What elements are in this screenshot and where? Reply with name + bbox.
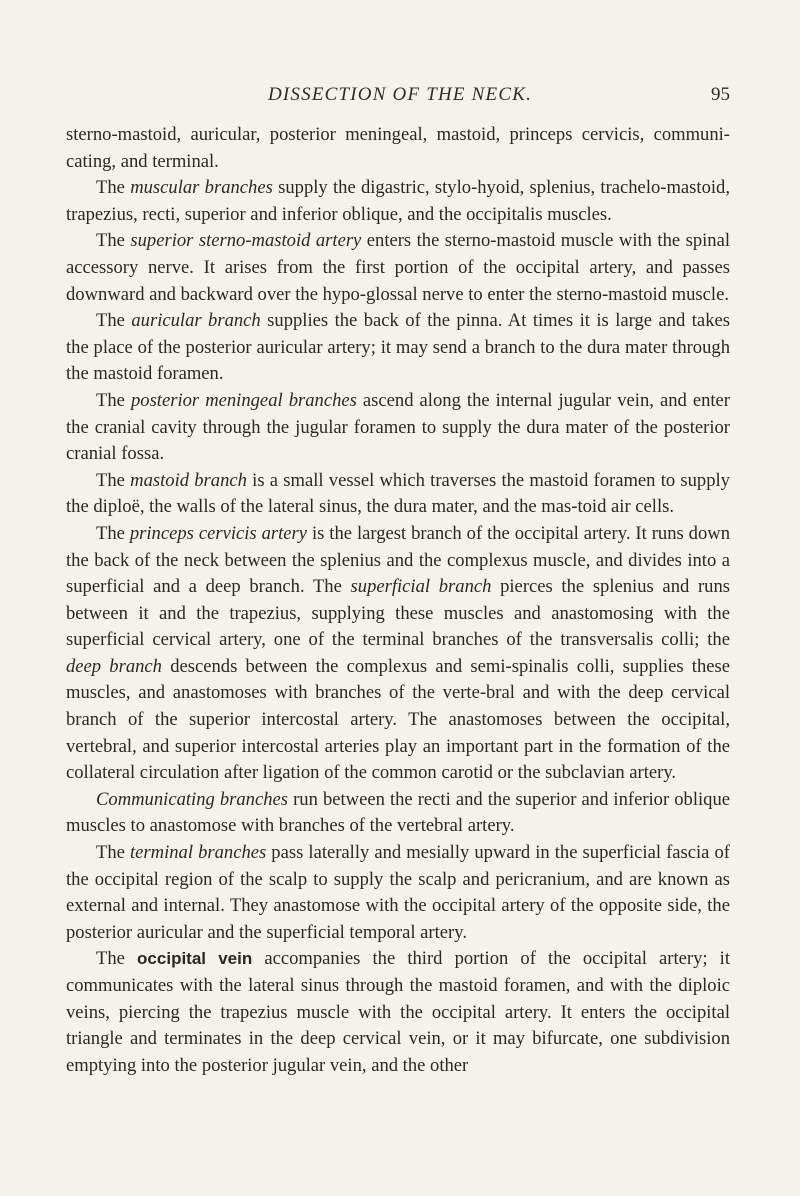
running-title: DISSECTION OF THE NECK. xyxy=(267,84,533,105)
body-text xyxy=(66,122,730,1079)
text-run: sterno-mastoid, auricular, posterior meningeal, mastoid, princeps cervicis, communi-cating, and terminal. xyxy=(66,124,730,172)
term-auricular-branch: auricular branch xyxy=(131,310,261,332)
text-run: The xyxy=(96,469,131,491)
text-run: supplies the back of the pinna. At times it is large and takes the place of the posterior auricular artery; it may send a branch to the dura mater through the mastoid foramen. xyxy=(66,310,730,385)
text-run: supply the digastric, stylo-hyoid, splenius, trachelo-mastoid, trapezius, recti, superior and inferior oblique, and the occipitalis muscles. xyxy=(66,177,730,225)
text-run: is a small vessel which traverses the mastoid foramen to supply the diploë, the walls of the lateral sinus, the dura mater, and the mas-toid air cells. xyxy=(66,469,730,518)
text-run: The xyxy=(96,948,138,970)
text-run: pierces the splenius and runs between it and the trapezius, supplying these muscles and anastomosing with the superficial cervical artery, one of the terminal branches of the transversalis colli; the xyxy=(66,576,730,651)
paragraph xyxy=(66,787,730,840)
text-run: The xyxy=(96,842,130,864)
text-run: The xyxy=(96,230,131,252)
text-run: run between the recti and the superior and inferior oblique muscles to anastomose with branches of the vertebral artery. xyxy=(66,788,731,837)
term-posterior-meningeal-branches: posterior meningeal branches xyxy=(130,389,357,411)
text-run: descends between the complexus and semi-spinalis colli, supplies these muscles, and anastomoses with branches of the verte-bral and with the deep cervical branch of the superior intercostal artery. The anastomoses between the occipital, vertebral, and superior intercostal arteries play an important part in the formation of the collateral circulation after ligation of the common carotid or the subclavian artery. xyxy=(66,655,730,784)
term-muscular-branches: muscular branches xyxy=(130,177,273,199)
paragraph xyxy=(66,175,730,228)
term-mastoid-branch: mastoid branch xyxy=(130,469,247,491)
text-run: The xyxy=(96,177,131,199)
text-run: accompanies the third portion of the occipital artery; it communicates with the lateral sinus through the mastoid foramen, and with the diploic veins, piercing the trapezius muscle with the occipital artery. It enters the occipital triangle and terminates in the deep cervical vein, or it may bifurcate, one subdivision emptying into the posterior jugular vein, and the other xyxy=(66,948,730,1076)
term-occipital-vein: occipital vein xyxy=(137,949,253,969)
text-run: The xyxy=(96,522,130,544)
text-run: is the largest branch of the occipital artery. It runs down the back of the neck between the splenius and the complexus muscle, and divides into a superficial and a deep branch. The xyxy=(66,522,730,598)
page-number: 95 xyxy=(711,84,730,105)
term-deep-branch: deep branch xyxy=(66,655,162,677)
term-terminal-branches: terminal branches xyxy=(129,842,267,864)
term-princeps-cervicis-artery: princeps cervicis artery xyxy=(129,522,308,544)
paragraph xyxy=(66,946,730,1079)
running-head xyxy=(0,84,800,110)
term-superficial-branch: superficial branch xyxy=(350,576,492,598)
text-run: ascend along the internal jugular vein, and enter the cranial cavity through the jugular foramen to supply the dura mater of the posterior cranial fossa. xyxy=(66,389,730,465)
paragraph xyxy=(66,521,730,787)
paragraph xyxy=(66,840,730,946)
text-run: enters the sterno-mastoid muscle with the spinal accessory nerve. It arises from the first portion of the occipital artery, and passes downward and backward over the hypo-glossal nerve to enter the sterno-mastoid muscle. xyxy=(66,230,730,305)
paragraph xyxy=(66,122,730,175)
paragraph xyxy=(66,468,730,521)
term-communicating-branches: Communicating branches xyxy=(96,788,289,810)
paragraph xyxy=(66,388,730,468)
term-superior-sterno-mastoid-artery: superior sterno-mastoid artery xyxy=(130,230,362,252)
text-run: pass laterally and mesially upward in the superficial fascia of the occipital region of the scalp to supply the scalp and pericranium, and are known as external and internal. They anastomose with the occipital artery of the opposite side, the posterior auricular and the superficial temporal artery. xyxy=(66,842,730,943)
paragraph xyxy=(66,308,730,388)
text-run: The xyxy=(96,310,132,332)
text-run: The xyxy=(96,389,131,411)
paragraph xyxy=(66,228,730,308)
